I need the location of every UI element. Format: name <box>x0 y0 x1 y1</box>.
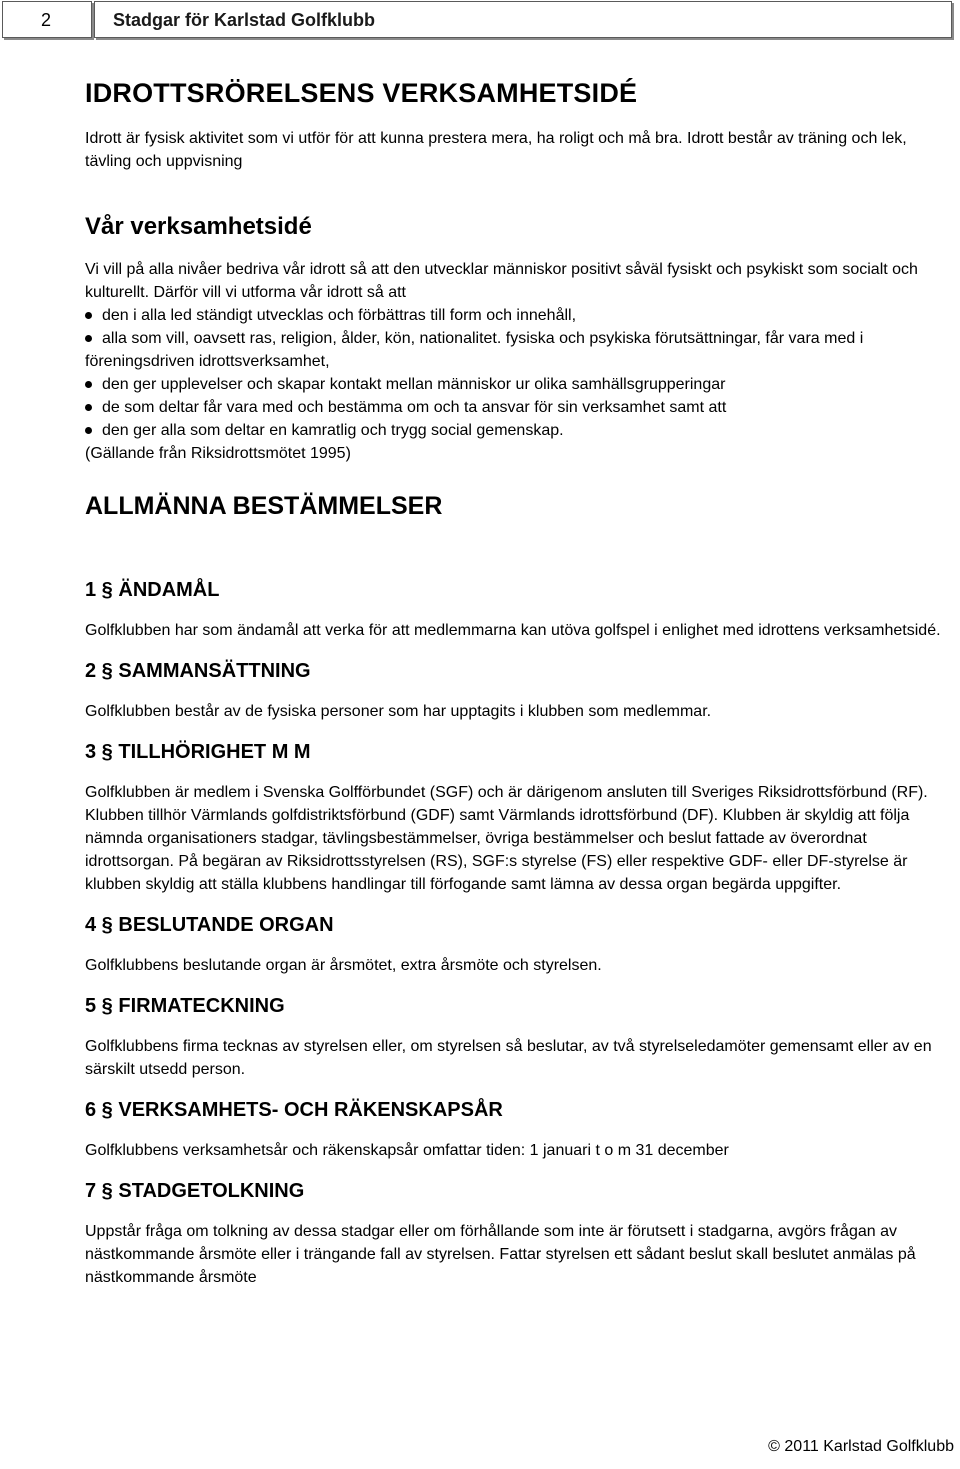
list-item: alla som vill, oavsett ras, religion, ålder, kön, nationalitet. fysiska och psykiska förutsättningar, får vara med i föreningsdriven idrottsverksamhet, <box>85 330 864 370</box>
section-paragraph: Golfklubbens firma tecknas av styrelsen eller, om styrelsen så beslutar, av två styrelseledamöter gemensamt eller av en särskilt utsedd person. <box>85 1038 932 1078</box>
section-paragraph: Golfklubbens verksamhetsår och räkenskapsår omfattar tiden: 1 januari t o m 31 december <box>85 1142 729 1159</box>
section-heading: 4 § BESLUTANDE ORGAN <box>85 914 334 936</box>
section-paragraph: Uppstår fråga om tolkning av dessa stadgar eller om förhållande som inte är förutsett i stadgarna, avgörs frågan av nästkommande årsmöte eller i trängande fall av styrelsen. Fattar styrelsen ett sådant beslut skall beslutet anmälas på nästkommande årsmöte <box>85 1223 916 1286</box>
list-item: de som deltar får vara med och bestämma om och ta ansvar för sin verksamhet samt att <box>85 396 945 419</box>
vision-source: (Gällande från Riksidrottsmötet 1995) <box>85 445 351 462</box>
bullet-dot-icon <box>85 335 92 342</box>
section-2 <box>85 660 945 723</box>
section-1 <box>85 579 945 642</box>
section-heading: 3 § TILLHÖRIGHET M M <box>85 741 311 763</box>
list-item: den ger upplevelser och skapar kontakt mellan människor ur olika samhällsgrupperingar <box>85 373 945 396</box>
list-item: den i alla led ständigt utvecklas och förbättras till form och innehåll, <box>85 304 945 327</box>
intro-text: Idrott är fysisk aktivitet som vi utför för att kunna prestera mera, ha roligt och må bra. Idrott består av träning och lek, tävling och uppvisning <box>85 130 907 170</box>
section-3 <box>85 741 945 896</box>
section-paragraph: Klubben tillhör Värmlands golfdistriktsförbund (GDF) samt Värmlands idrottsförbund (DF). Klubben är skyldig att följa nämnda organisationers stadgar, tävlingsbestämmelser, övriga bestämmelser och beslut fattade av överordnat idrottsorgan. På begäran av Riksidrottsstyrelsen (RS), SGF:s styrelse (FS) eller respektive GDF- eller DF-styrelse är klubben skyldig att ställa klubbens handlingar till förfogande samt lämna av dessa organ begärda uppgifter. <box>85 807 910 893</box>
section-paragraph: Golfklubben består av de fysiska personer som har upptagits i klubben som medlemmar. <box>85 703 712 720</box>
section-paragraph: Golfklubben har som ändamål att verka för att medlemmarna kan utöva golfspel i enlighet med idrottens verksamhetsidé. <box>85 622 941 639</box>
section-paragraph: Golfklubbens beslutande organ är årsmötet, extra årsmöte och styrelsen. <box>85 957 602 974</box>
section-paragraph: Golfklubben är medlem i Svenska Golfförbundet (SGF) och är därigenom ansluten till Sveriges Riksidrottsförbund (RF). <box>85 784 928 801</box>
section-heading: 1 § ÄNDAMÅL <box>85 579 220 601</box>
section-4 <box>85 914 945 977</box>
bullet-dot-icon <box>85 404 92 411</box>
section-5 <box>85 995 945 1081</box>
page-header <box>2 1 954 40</box>
document-body <box>85 78 945 1289</box>
list-item: den ger alla som deltar en kamratlig och trygg social gemenskap. <box>85 419 945 442</box>
section-heading: 7 § STADGETOLKNING <box>85 1180 305 1202</box>
section-heading: 6 § VERKSAMHETS- OCH RÄKENSKAPSÅR <box>85 1099 503 1121</box>
page-number: 2 <box>2 1 92 38</box>
footer-copyright: © 2011 Karlstad Golfklubb <box>768 1438 954 1455</box>
intro-heading: IDROTTSRÖRELSENS VERKSAMHETSIDÉ <box>85 78 638 108</box>
section-heading: 2 § SAMMANSÄTTNING <box>85 660 311 682</box>
bullet-dot-icon <box>85 427 92 434</box>
general-heading: ALLMÄNNA BESTÄMMELSER <box>85 492 443 520</box>
section-6 <box>85 1099 945 1162</box>
vision-heading: Vår verksamhetsidé <box>85 213 312 240</box>
section-7 <box>85 1180 945 1289</box>
bullet-dot-icon <box>85 381 92 388</box>
vision-bullet-list <box>85 304 945 442</box>
section-heading: 5 § FIRMATECKNING <box>85 995 285 1017</box>
bullet-dot-icon <box>85 312 92 319</box>
vision-text: Vi vill på alla nivåer bedriva vår idrott så att den utvecklar människor positivt såväl fysiskt och psykiskt som socialt och kulturellt. Därför vill vi utforma vår idrott så att <box>85 261 918 301</box>
document-title: Stadgar för Karlstad Golfklubb <box>94 1 952 38</box>
